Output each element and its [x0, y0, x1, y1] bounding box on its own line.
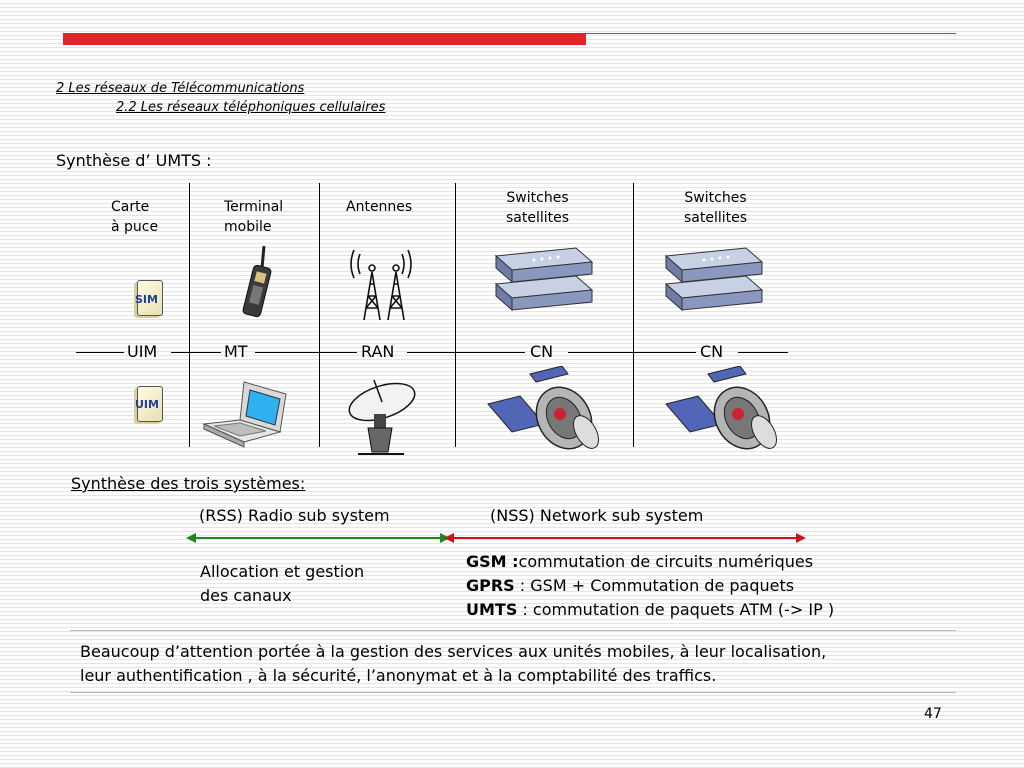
- node-mt: MT: [224, 342, 248, 361]
- conclusion-line2: leur authentification , à la sécurité, l’anonymat et à la comptabilité des traffics.: [80, 666, 717, 685]
- gprs-desc: : GSM + Commutation de paquets: [514, 576, 795, 595]
- column-divider-3: [455, 183, 456, 447]
- column-divider-1: [189, 183, 190, 447]
- label-switches-2-line1: Switches: [684, 190, 747, 206]
- network-switch-icon: [664, 240, 764, 320]
- uim-card-text: UIM: [135, 398, 159, 411]
- conclusion-separator-top: [70, 630, 956, 631]
- column-divider-4: [633, 183, 634, 447]
- umts-line: [466, 598, 834, 622]
- header-red-line: [586, 33, 956, 34]
- conclusion-line1: Beaucoup d’attention portée à la gestion des services aux unités mobiles, à leur localisation,: [80, 642, 827, 661]
- antenna-tower-icon: [346, 244, 416, 322]
- label-carte-line2: à puce: [111, 219, 159, 235]
- chain-line-segment: [255, 352, 357, 353]
- rss-description-line1: Allocation et gestion: [200, 562, 365, 581]
- rss-description: [200, 560, 364, 608]
- node-cn-2: CN: [700, 342, 724, 361]
- label-antennes: [346, 197, 412, 217]
- satellite-dish-icon: [338, 374, 422, 458]
- umts-term: UMTS: [466, 600, 518, 619]
- label-antennes-line1: Antennes: [346, 199, 413, 215]
- label-switches-1: [506, 188, 569, 228]
- nss-label: (NSS) Network sub system: [490, 506, 704, 525]
- chain-line-segment: [171, 352, 221, 353]
- rss-label: (RSS) Radio sub system: [199, 506, 390, 525]
- chain-line-segment: [76, 352, 124, 353]
- label-carte: [111, 197, 158, 237]
- column-divider-2: [319, 183, 320, 447]
- gsm-desc: commutation de circuits numériques: [518, 552, 814, 571]
- rss-description-line2: des canaux: [200, 586, 292, 605]
- umts-title: Synthèse d’ UMTS :: [56, 151, 212, 170]
- label-terminal-line1: Terminal: [224, 199, 284, 215]
- label-carte-line1: Carte: [111, 199, 150, 215]
- nss-description: [466, 550, 834, 622]
- nss-arrow: [444, 530, 806, 546]
- gsm-line: [466, 550, 834, 574]
- breadcrumb-subsection: 2.2 Les réseaux téléphoniques cellulaires: [116, 100, 386, 115]
- page-number: 47: [924, 706, 942, 722]
- network-switch-icon: [494, 240, 594, 320]
- label-terminal: [224, 197, 283, 237]
- conclusion-separator-bottom: [70, 692, 956, 693]
- label-terminal-line2: mobile: [224, 219, 272, 235]
- node-cn-1: CN: [530, 342, 554, 361]
- label-switches-1-line1: Switches: [506, 190, 569, 206]
- satellite-icon: [664, 366, 788, 458]
- node-ran: RAN: [361, 342, 395, 361]
- chain-line-segment: [738, 352, 788, 353]
- label-switches-2: [684, 188, 747, 228]
- laptop-icon: [200, 380, 290, 450]
- header-red-bar: [63, 33, 586, 45]
- gsm-term: GSM :: [466, 552, 519, 571]
- mobile-phone-icon: [234, 244, 278, 324]
- breadcrumb-section: 2 Les réseaux de Télécommunications: [56, 81, 305, 96]
- chain-line-segment: [407, 352, 525, 353]
- node-uim: UIM: [127, 342, 158, 361]
- chain-line-segment: [568, 352, 696, 353]
- rss-arrow: [186, 530, 450, 546]
- label-switches-2-line2: satellites: [684, 210, 748, 226]
- conclusion-text: [80, 640, 826, 688]
- label-switches-1-line2: satellites: [506, 210, 570, 226]
- gprs-term: GPRS: [466, 576, 515, 595]
- gprs-line: [466, 574, 834, 598]
- umts-desc: : commutation de paquets ATM (-> IP ): [517, 600, 835, 619]
- synthesis-title: Synthèse des trois systèmes:: [71, 474, 306, 493]
- satellite-icon: [486, 366, 610, 458]
- sim-card-text: SIM: [135, 293, 158, 306]
